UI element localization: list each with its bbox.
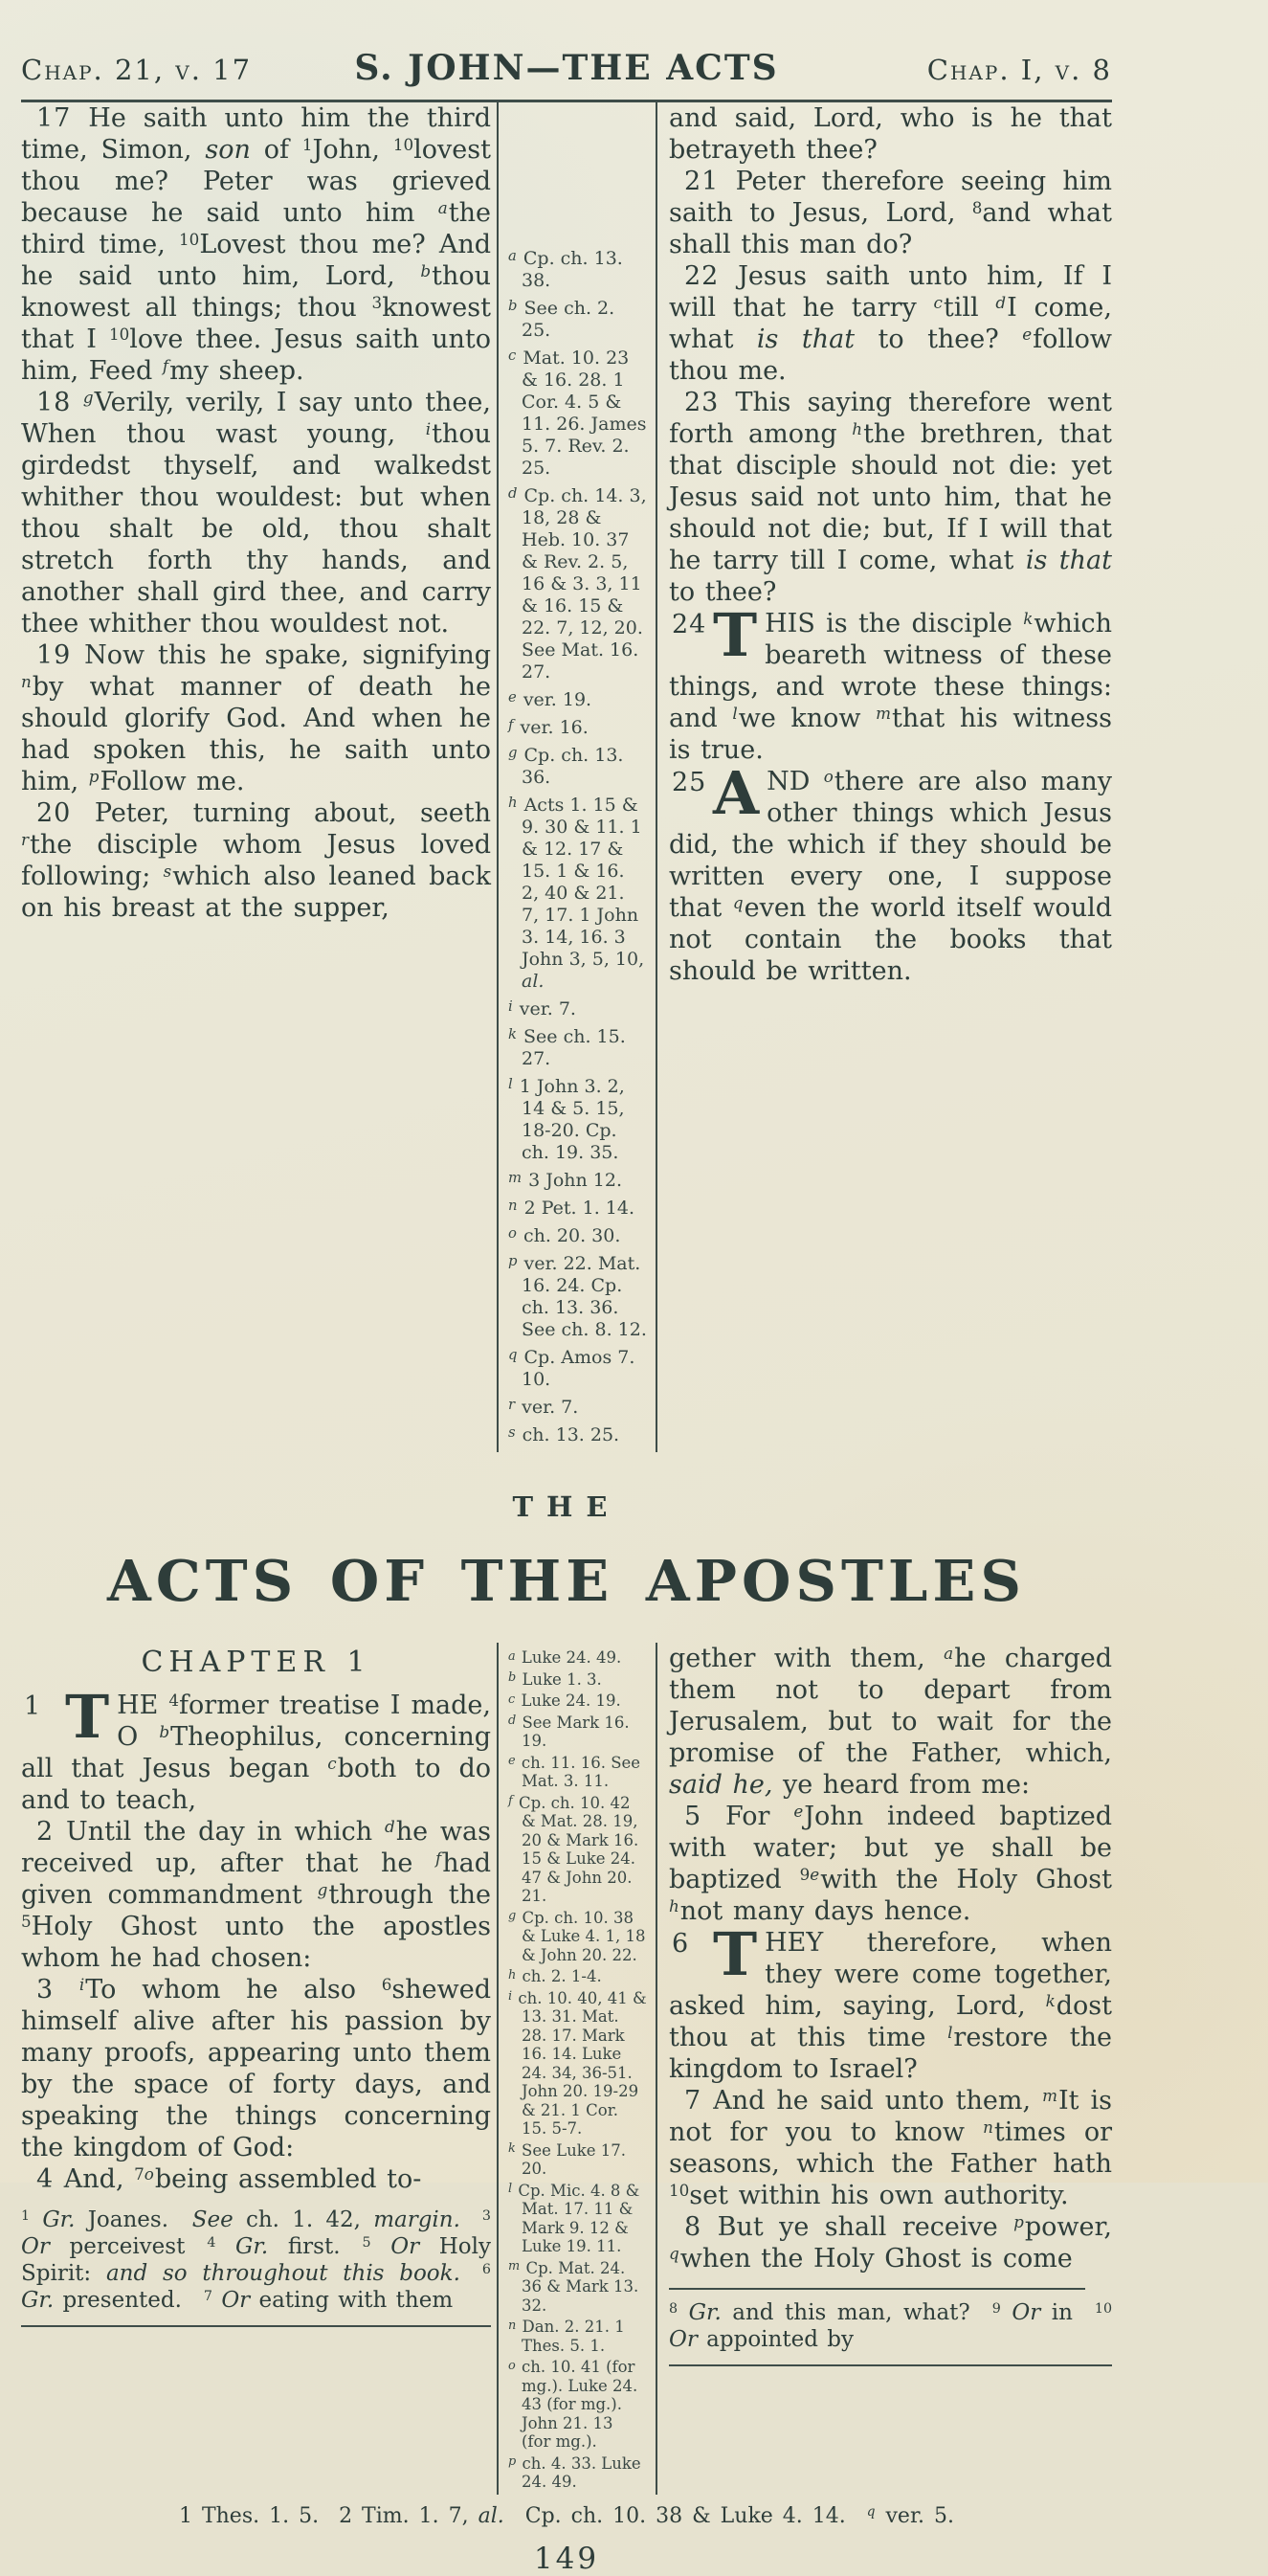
verse: 3 $^i$To whom he also $^6$shewed himself alive after his passion by many proofs, appearing unto them by the space of forty days, and speaking the things concerning the kingdom of God:	[21, 1974, 491, 2162]
ref-letter: e	[810, 1864, 820, 1884]
ref-letter: m	[1042, 2085, 1057, 2105]
ref-letter: a	[508, 1648, 516, 1664]
footnote-number: 6	[381, 1974, 392, 1994]
ref-letter: i	[508, 1989, 513, 2005]
chapter-heading: CHAPTER 1	[141, 1646, 371, 1679]
ref-letter: k	[508, 1026, 517, 1043]
verse-continuation: gether with them, $^a$he charged them not to depart from Jerusalem, but to wait for the promise of the Father, which, said he, ye heard from me:	[669, 1643, 1112, 1800]
ref-letter: p	[508, 2454, 517, 2470]
acts-references-column	[497, 1643, 657, 2495]
ref-letter: o	[508, 2358, 516, 2373]
verse-number: 24	[672, 610, 707, 639]
verse: 25 A ND $^o$there are also many other things which Jesus did, the which if they should be written every one, I suppose that $^q$even the world itself would not contain the books that should be written.	[669, 758, 1112, 986]
footnotes-left: $^1$ Gr. Joanes. See ch. 1. 42, margin. $^3$ Or perceivest $^4$ Gr. first. $^5$ Or Holy Spirit: and so throughout this book. $^6$ Gr. presented. $^7$ Or eating with them	[21, 2207, 491, 2313]
book-title-the: THE	[512, 1490, 621, 1523]
ref-letter: b	[508, 298, 518, 315]
ref-letter: i	[508, 998, 513, 1016]
footnote-number: 10	[179, 229, 200, 249]
ref-letter: d	[995, 292, 1007, 312]
ref-letter: l	[947, 2022, 953, 2042]
margin-reference: $^e$ ver. 19.	[508, 689, 592, 710]
ref-letter: p	[1013, 2211, 1024, 2231]
footnote-number: 10	[392, 134, 414, 154]
margin-reference: $^m$ 3 John 12.	[508, 1170, 622, 1191]
acts-right-verses	[669, 1643, 1112, 2274]
verse: 5 For $^e$John indeed baptized with water; but ye shall be baptized $^{9e}$with the Holy Ghost $^h$not many days hence.	[669, 1801, 1112, 1926]
margin-reference: $^h$ ch. 2. 1-4.	[508, 1967, 602, 1985]
margin-reference: $^d$ See Mark 16. 19.	[508, 1713, 630, 1750]
verse: 20 Peter, turning about, seeth $^r$the disciple whom Jesus loved following; $^s$which also leaned back on his breast at the supper,	[21, 798, 491, 923]
margin-reference: $^g$ Cp. ch. 13. 36.	[508, 745, 624, 788]
ref-letter: e	[1022, 324, 1033, 344]
ref-letter: f	[508, 1794, 513, 1809]
ref-letter: l	[732, 703, 738, 723]
ref-letter: q	[866, 2503, 876, 2520]
margin-reference: $^a$ Luke 24. 49.	[508, 1648, 622, 1667]
margin-reference: $^f$ Cp. ch. 10. 42 & Mat. 28. 19, 20 & Mark 16. 15 & Luke 24. 47 & John 20. 21.	[508, 1793, 639, 1905]
margin-reference: $^k$ See Luke 17. 20.	[508, 2140, 626, 2178]
drop-cap: A	[713, 758, 760, 828]
footnote-number: 10	[1094, 2300, 1113, 2317]
footnote-rule-left	[21, 2325, 491, 2327]
drop-cap: T	[713, 1919, 758, 1989]
verse: 1 T HE $^4$former treatise I made, O $^b$Theophilus, concerning all that Jesus began $^c$both to do and to teach,	[21, 1682, 491, 1815]
margin-reference: $^n$ 2 Pet. 1. 14.	[508, 1198, 634, 1219]
ref-letter: n	[983, 2117, 993, 2137]
book-title-block	[21, 1452, 1112, 1643]
ref-letter: b	[508, 1670, 517, 1686]
ref-letter: c	[327, 1753, 337, 1773]
acts-section	[21, 1643, 1112, 2495]
ref-letter: q	[508, 1347, 518, 1364]
ref-letter: m	[508, 2259, 521, 2274]
verse: 19 Now this he spake, signifying $^n$by what manner of death he should glorify God. And when he had spoken this, he saith unto him, $^p$Follow me.	[21, 640, 491, 796]
margin-reference: $^p$ ch. 4. 33. Luke 24. 49.	[508, 2453, 641, 2491]
ref-letter: h	[852, 418, 863, 438]
ref-letter: e	[508, 1754, 516, 1769]
margin-reference: $^h$ Acts 1. 15 & 9. 30 & 11. 1 & 12. 17 & 15. 1 & 16. 2, 40 & 21. 7, 17. 1 John 3. 14, 16. 3 John 3, 5, 10, al.	[508, 795, 645, 992]
footnote-number: 4	[168, 1690, 180, 1710]
verse: 8 But ye shall receive $^p$power, $^q$when the Holy Ghost is come	[669, 2211, 1112, 2274]
ref-letter: g	[508, 745, 518, 762]
margin-reference: $^a$ Cp. ch. 13. 38.	[508, 248, 623, 291]
ref-letter: g	[317, 1879, 328, 1899]
ref-letter: o	[508, 1225, 517, 1243]
acts-left-column	[21, 1643, 497, 2495]
ref-letter: l	[508, 1076, 513, 1093]
page-number: 149	[533, 2541, 600, 2576]
ref-letter: k	[508, 2141, 516, 2157]
ref-letter: q	[669, 2243, 679, 2263]
ref-letter: f	[162, 355, 169, 375]
ref-letter: s	[163, 861, 172, 881]
footnote-number: 1	[301, 134, 313, 154]
drop-cap: T	[65, 1682, 110, 1752]
running-title: S. JOHN—THE ACTS	[354, 48, 779, 88]
verse: 4 And, $^{7o}$being assembled to-	[36, 2163, 422, 2194]
margin-reference: $^b$ See ch. 2. 25.	[508, 298, 615, 341]
footnote-number: 10	[669, 2180, 690, 2200]
ref-letter: c	[508, 347, 517, 365]
margin-reference: $^k$ See ch. 15. 27.	[508, 1026, 626, 1069]
ref-letter: n	[508, 1198, 518, 1215]
footnote-number: 8	[669, 2300, 678, 2317]
ref-letter: g	[82, 387, 94, 407]
verse: 2 Until the day in which $^d$he was received up, after that he $^f$had given commandment $^g$through the $^5$Holy Ghost unto the apostles whom he had chosen:	[21, 1816, 491, 1973]
verse-number: 4	[36, 2164, 55, 2194]
ref-letter: a	[437, 197, 448, 217]
ref-letter: r	[508, 1397, 516, 1414]
ref-letter: b	[159, 1721, 170, 1741]
ref-letter: m	[876, 703, 892, 723]
ref-letter: p	[508, 1253, 518, 1270]
ref-letter: n	[508, 2318, 517, 2333]
verse-number: 19	[36, 640, 72, 670]
margin-reference: $^r$ ver. 7.	[508, 1397, 579, 1418]
verse-number: 21	[684, 167, 720, 196]
margin-reference: $^c$ Mat. 10. 23 & 16. 28. 1 Cor. 4. 5 & 11. 26. James 5. 7. Rev. 2. 25.	[508, 347, 647, 479]
ref-letter: k	[1045, 1990, 1056, 2010]
verse: 21 Peter therefore seeing him saith to Jesus, Lord, $^8$and what shall this man do?	[669, 167, 1112, 259]
bottom-references: 1 Thes. 1. 5. 2 Tim. 1. 7, al. Cp. ch. 10. 38 & Luke 4. 14. $^q$ ver. 5.	[178, 2503, 955, 2528]
margin-reference: $^o$ ch. 10. 41 (for mg.). Luke 24. 43 (for mg.). John 21. 13 (for mg.).	[508, 2358, 638, 2451]
ref-letter: c	[933, 292, 943, 312]
verse-number: 7	[684, 2086, 702, 2116]
footnote-number: 3	[481, 2207, 491, 2224]
margin-reference: $^i$ ver. 7.	[508, 998, 576, 1019]
verse-number: 6	[672, 1929, 690, 1959]
verse-number: 22	[684, 261, 720, 291]
footnote-number: 3	[371, 292, 383, 312]
ref-letter: f	[435, 1848, 442, 1868]
verse-number: 18	[36, 388, 72, 417]
ref-letter: h	[508, 1967, 517, 1982]
ref-letter: f	[508, 717, 514, 734]
footnote-rule-right-bottom	[669, 2364, 1112, 2366]
ref-letter: o	[823, 766, 834, 786]
drop-cap: T	[713, 600, 758, 670]
verse-number: 25	[672, 768, 707, 797]
margin-reference: $^f$ ver. 16.	[508, 717, 589, 738]
ref-letter: r	[21, 829, 29, 849]
margin-reference: $^m$ Cp. Mat. 24. 36 & Mark 13. 32.	[508, 2258, 639, 2315]
page-content	[21, 0, 1112, 2576]
margin-reference: $^n$ Dan. 2. 21. 1 Thes. 5. 1.	[508, 2318, 625, 2355]
ref-letter: d	[508, 485, 518, 503]
ref-letter: a	[944, 1643, 954, 1663]
verse-number: 17	[36, 103, 72, 133]
verse-number: 1	[24, 1691, 42, 1721]
margin-reference: $^e$ ch. 11. 16. See Mat. 3. 11.	[508, 1753, 641, 1790]
verse-number: 3	[36, 1975, 55, 2005]
acts-left-verses	[21, 1682, 491, 2195]
verse: 23 This saying therefore went forth among $^h$the brethren, that that disciple should not die: yet Jesus said not unto him, that he should not die; but, If I will that he tarry till I come, what is that to thee?	[669, 388, 1112, 607]
verse-number: 23	[684, 388, 720, 417]
ref-letter: g	[508, 1909, 517, 1924]
ref-letter: c	[508, 1691, 516, 1707]
ref-letter: l	[508, 2182, 513, 2197]
margin-reference: $^d$ Cp. ch. 14. 3, 18, 28 & Heb. 10. 37 & Rev. 2. 5, 16 & 3. 3, 11 & 16. 15 & 22. 7, 12, 20. See Mat. 16. 27.	[508, 485, 647, 683]
acts-right-column	[657, 1643, 1112, 2495]
margin-reference: $^i$ ch. 10. 40, 41 & 13. 31. Mat. 28. 17. Mark 16. 14. Luke 24. 34, 36-51. John 20. 19-29 & 21. 1 Cor. 15. 5-7.	[508, 1988, 647, 2138]
ref-letter: k	[1023, 608, 1034, 628]
footnote-number: 10	[108, 324, 130, 344]
margin-reference: $^p$ ver. 22. Mat. 16. 24. Cp. ch. 13. 36. See ch. 8. 12.	[508, 1253, 647, 1340]
john-references-column	[497, 102, 657, 1452]
header-chapter-right: Chap. I, v. 8	[926, 54, 1112, 86]
verse-number: 5	[684, 1802, 702, 1831]
verse-number: 8	[684, 2212, 702, 2242]
ref-letter: b	[420, 260, 432, 280]
verse: 17 He saith unto him the third time, Simon, son of $^1$John, $^{10}$lovest thou me? Peter was grieved because he said unto him $^a$the third time, $^{10}$Lovest thou me? And he said unto him, Lord, $^b$thou knowest all things; thou $^3$knowest that I $^{10}$love thee. Jesus saith unto him, Feed $^f$my sheep.	[21, 103, 491, 386]
ref-letter: d	[508, 1714, 517, 1729]
john-right-column	[657, 102, 1112, 1452]
ref-letter: i	[78, 1974, 85, 1994]
verse: 24 T HIS is the disciple $^k$which beareth witness of these things, and wrote these things: and $^l$we know $^m$that his witness is true.	[669, 600, 1112, 765]
footnote-rule-right-top	[669, 2288, 1085, 2290]
ref-letter: e	[793, 1801, 804, 1821]
footnotes-right: $^8$ Gr. and this man, what? $^9$ Or in $^{10}$ Or appointed by	[669, 2300, 1113, 2352]
margin-reference: $^b$ Luke 1. 3.	[508, 1669, 602, 1689]
margin-reference: $^s$ ch. 13. 25.	[508, 1424, 620, 1445]
ref-letter: o	[144, 2163, 154, 2184]
ref-letter: d	[385, 1816, 395, 1836]
running-head	[21, 48, 1112, 88]
margin-reference: $^c$ Luke 24. 19.	[508, 1691, 621, 1710]
footnote-number: 6	[481, 2261, 491, 2277]
footnote-number: 5	[362, 2234, 371, 2251]
verse: 18 $^g$Verily, verily, I say unto thee, When thou wast young, $^i$thou girdedst thyself, and walkedst whither thou wouldest: but when thou shalt be old, thou shalt stretch forth thy hands, and another shall gird thee, and carry thee whither thou wouldest not.	[21, 387, 491, 638]
john-left-column	[21, 102, 497, 1452]
margin-reference: $^q$ Cp. Amos 7. 10.	[508, 1347, 635, 1390]
margin-reference: $^l$ Cp. Mic. 4. 8 & Mat. 17. 11 & Mark 9. 12 & Luke 19. 11.	[508, 2181, 640, 2255]
footnote-number: 5	[21, 1911, 32, 1931]
verse: 6 T HEY therefore, when they were come together, asked him, saying, Lord, $^k$dost thou at this time $^l$restore the kingdom to Israel?	[669, 1919, 1112, 2084]
ref-letter: s	[508, 1424, 516, 1442]
verse: 7 And he said unto them, $^m$It is not for you to know $^n$times or seasons, which the Father hath $^{10}$set within his own authority.	[669, 2085, 1113, 2210]
footnote-number: 9	[991, 2300, 1001, 2317]
book-title-main: ACTS OF THE APOSTLES	[107, 1548, 1026, 1614]
john-section	[21, 102, 1112, 1452]
header-chapter-left: Chap. 21, v. 17	[21, 54, 253, 86]
footnote-number: 7	[134, 2163, 145, 2184]
ref-letter: e	[508, 689, 517, 706]
ref-letter: n	[21, 671, 32, 691]
margin-reference: $^l$ 1 John 3. 2, 14 & 5. 15, 18-20. Cp. ch. 19. 35.	[508, 1076, 625, 1163]
footnote-number: 4	[207, 2234, 216, 2251]
verse: 22 Jesus saith unto him, If I will that he tarry $^c$till $^d$I come, what is that to thee? $^e$follow thou me.	[669, 261, 1112, 386]
footnote-number: 8	[971, 197, 983, 217]
verse-number: 20	[36, 798, 72, 828]
verse-number: 2	[36, 1817, 55, 1847]
ref-letter: q	[732, 892, 744, 912]
ref-letter: m	[508, 1170, 523, 1187]
ref-letter: h	[669, 1895, 679, 1915]
margin-reference: $^g$ Cp. ch. 10. 38 & Luke 4. 1, 18 & John 20. 22.	[508, 1908, 646, 1964]
footnote-number: 9	[799, 1864, 811, 1884]
ref-letter: p	[88, 766, 100, 786]
ref-letter: a	[508, 248, 517, 265]
ref-letter: i	[425, 418, 432, 438]
footnote-number: 1	[21, 2207, 31, 2224]
verse-continuation: and said, Lord, who is he that betrayeth thee?	[669, 103, 1112, 165]
margin-reference: $^o$ ch. 20. 30.	[508, 1225, 621, 1246]
footnote-number: 7	[203, 2288, 212, 2304]
ref-letter: h	[508, 795, 518, 812]
